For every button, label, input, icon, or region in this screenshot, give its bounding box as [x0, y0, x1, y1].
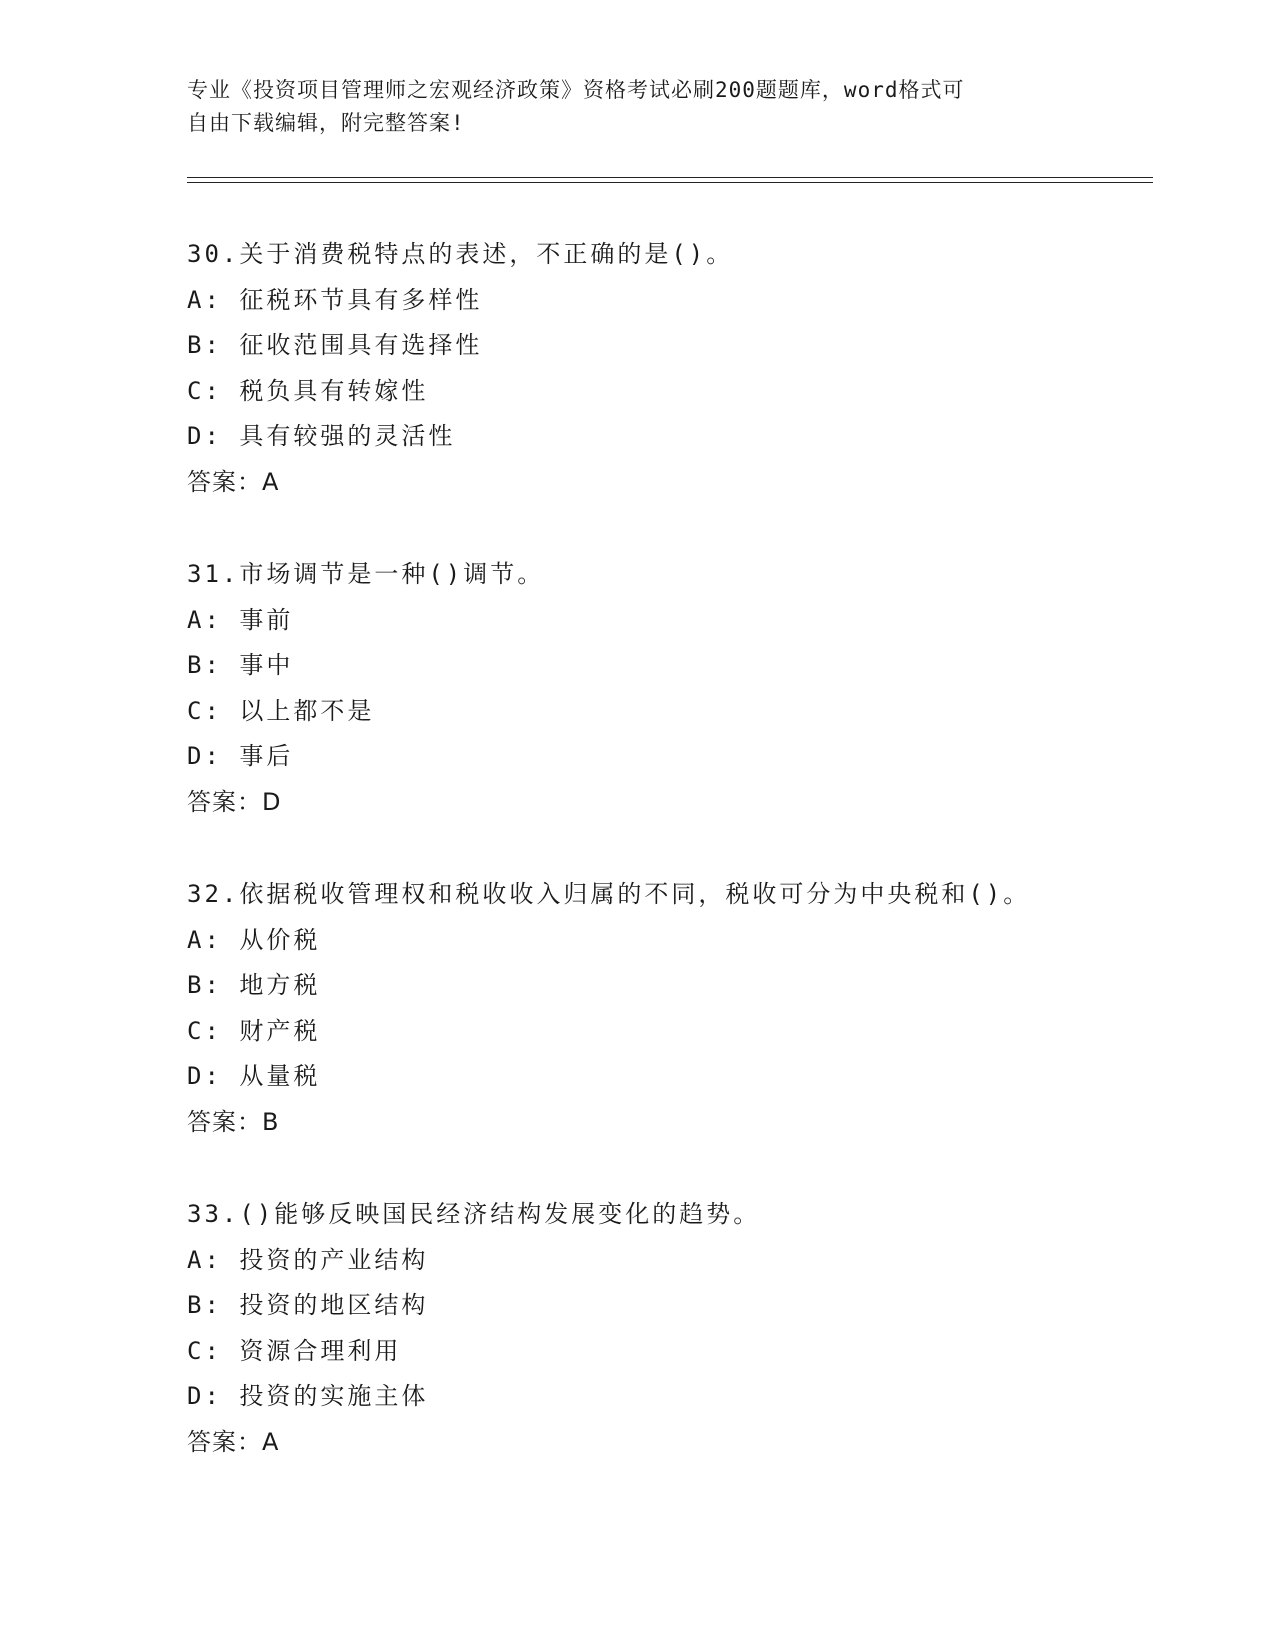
header-divider-top: [187, 177, 1153, 178]
option-d: D: 从量税: [187, 1062, 321, 1090]
option-b: B: 事中: [187, 651, 294, 679]
option-c: C: 资源合理利用: [187, 1336, 402, 1365]
option-c: C: 以上都不是: [187, 696, 375, 725]
option-c: C: 财产税: [187, 1016, 321, 1045]
header-line-2: 自由下载编辑，附完整答案!: [187, 111, 465, 135]
option-c: C: 税负具有转嫁性: [187, 376, 429, 405]
question-stem: 32.依据税收管理权和税收收入归属的不同，税收可分为中央税和()。: [187, 880, 1031, 908]
answer-line: 答案：D: [187, 787, 282, 816]
option-a: A: 征税环节具有多样性: [187, 285, 483, 314]
question-30: [187, 232, 1153, 552]
option-b: B: 地方税: [187, 971, 321, 999]
option-b: B: 投资的地区结构: [187, 1291, 429, 1319]
question-stem: 31.市场调节是一种()调节。: [187, 560, 545, 588]
question-31: [187, 552, 1153, 872]
option-d: D: 事后: [187, 742, 294, 770]
header-line-1: 专业《投资项目管理师之宏观经济政策》资格考试必刷200题题库，word格式可: [187, 78, 965, 102]
option-a: A: 事前: [187, 605, 294, 634]
option-a: A: 从价税: [187, 925, 321, 954]
option-a: A: 投资的产业结构: [187, 1245, 429, 1274]
option-b: B: 征收范围具有选择性: [187, 331, 483, 359]
question-stem: 30.关于消费税特点的表述，不正确的是()。: [187, 240, 734, 268]
question-33: [187, 1192, 1153, 1512]
option-d: D: 具有较强的灵活性: [187, 422, 456, 450]
answer-line: 答案：B: [187, 1107, 280, 1136]
question-list: [187, 232, 1153, 1512]
question-stem: 33.()能够反映国民经济结构发展变化的趋势。: [187, 1200, 761, 1228]
answer-line: 答案：A: [187, 467, 280, 496]
header-divider-bottom: [187, 182, 1153, 183]
answer-line: 答案：A: [187, 1427, 280, 1456]
document-header: [187, 74, 1087, 140]
option-d: D: 投资的实施主体: [187, 1382, 429, 1410]
question-32: [187, 872, 1153, 1192]
